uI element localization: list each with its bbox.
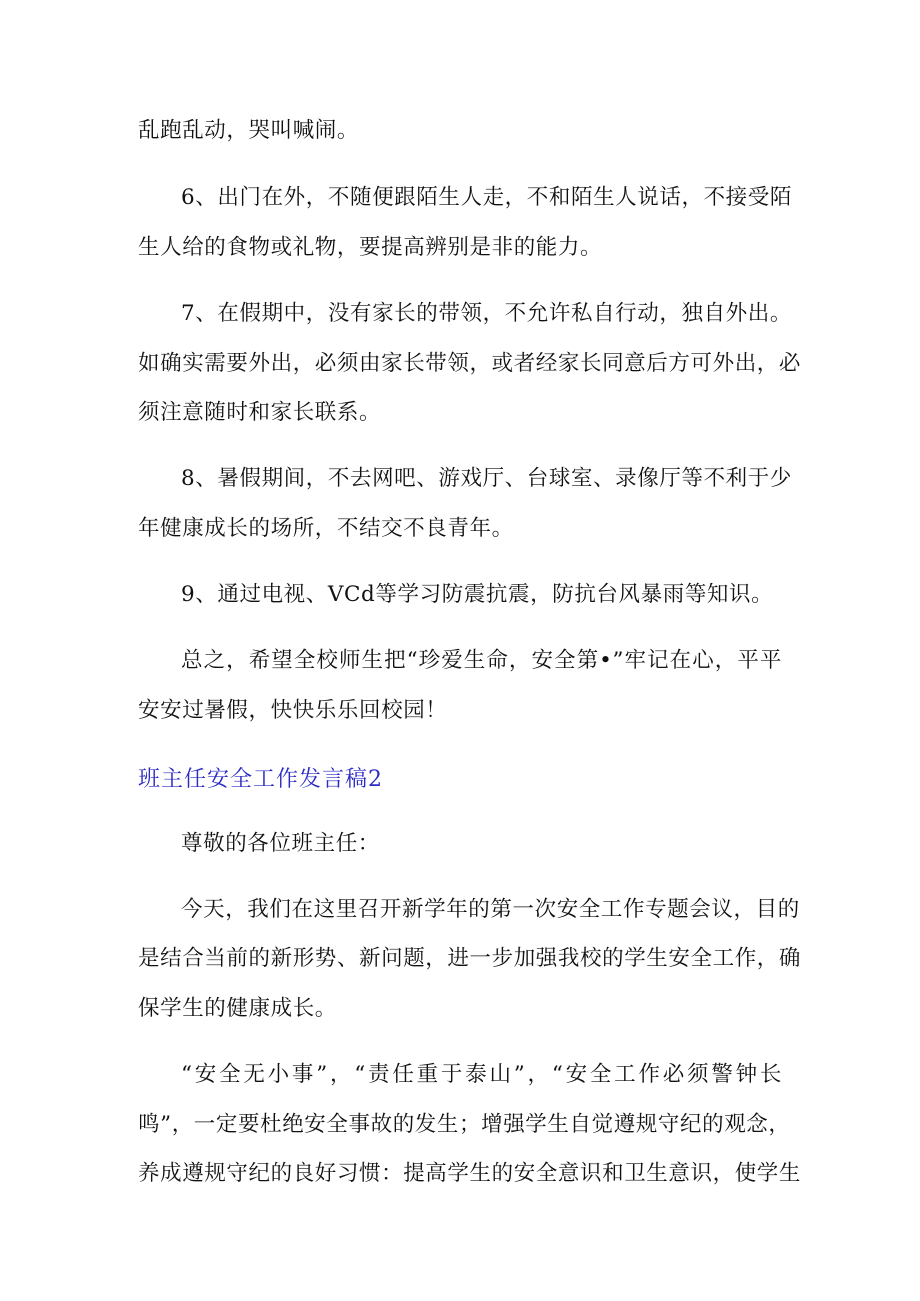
paragraph-line: 总之，希望全校师生把“珍爱生命，安全第•”牢记在心，平平 xyxy=(181,648,782,673)
paragraph-line: 6、出门在外，不随便跟陌生人走，不和陌生人说话，不接受陌 xyxy=(181,185,792,210)
paragraph-line: 养成遵规守纪的良好习惯：提高学生的安全意识和卫生意识，使学生 xyxy=(138,1161,802,1186)
paragraph-line: 鸣”，一定要杜绝安全事故的发生；增强学生自觉遵规守纪的观念， xyxy=(138,1112,791,1137)
greeting-line: 尊敬的各位班主任： xyxy=(181,831,380,856)
paragraph-line: 乱跑乱动，哭叫喊闹。 xyxy=(138,118,360,143)
section-heading: 班主任安全工作发言稿2 xyxy=(138,767,383,792)
paragraph-line: 8、暑假期间，不去网吧、游戏厅、台球室、录像厅等不利于少 xyxy=(181,466,792,491)
paragraph-line: 年健康成长的场所，不结交不良青年。 xyxy=(138,516,514,541)
paragraph-line: 保学生的健康成长。 xyxy=(138,996,337,1021)
paragraph-line: 生人给的食物或礼物，要提高辨别是非的能力。 xyxy=(138,235,603,260)
paragraph-line: 今天，我们在这里召开新学年的第一次安全工作专题会议，目的 xyxy=(181,897,800,922)
paragraph-line: 安安过暑假，快快乐乐回校园！ xyxy=(138,698,448,723)
paragraph-line: “安全无小事”，“责任重于泰山”，“安全工作必须警钟长 xyxy=(181,1062,782,1087)
paragraph-line: 是结合当前的新形势、新问题，进一步加强我校的学生安全工作，确 xyxy=(138,946,802,971)
paragraph-line: 须注意随时和家长联系。 xyxy=(138,400,382,425)
paragraph-line: 如确实需要外出，必须由家长带领，或者经家长同意后方可外出，必 xyxy=(138,351,802,376)
paragraph-line: 9、通过电视、VCd等学习防震抗震，防抗台风暴雨等知识。 xyxy=(181,582,774,607)
paragraph-line: 7、在假期中，没有家长的带领，不允许私自行动，独自外出。 xyxy=(181,301,792,326)
